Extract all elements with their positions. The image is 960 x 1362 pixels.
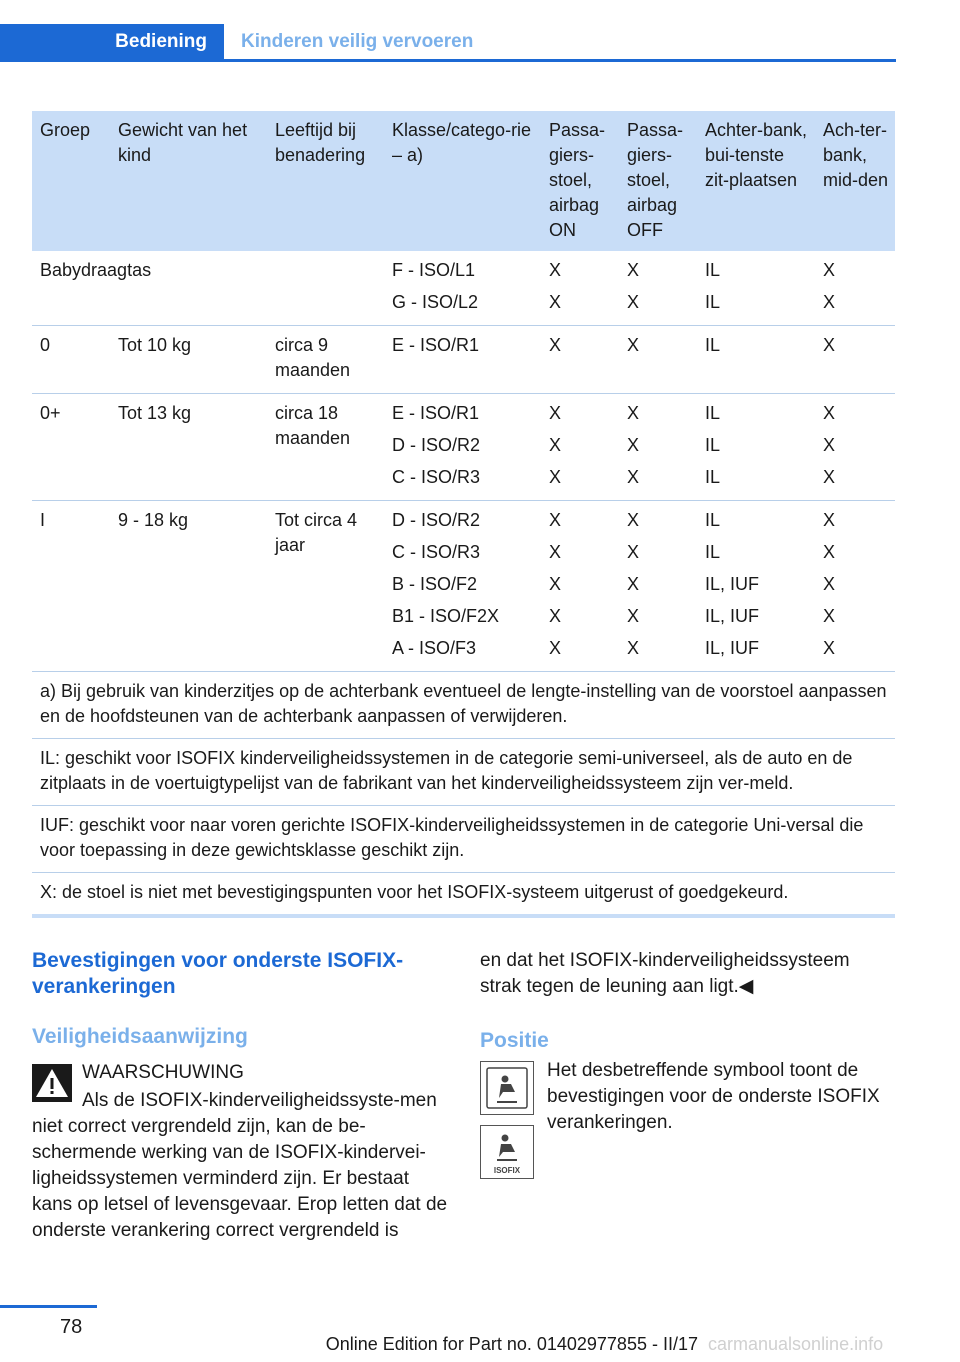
warning-label: WAARSCHUWING [82,1062,244,1083]
cell-airbag-off: X X X X X [627,510,640,658]
cell-mid: X X [823,260,836,312]
footer-rule [0,1305,97,1308]
isofix-symbol-icon [480,1125,534,1179]
cell-age: circa 9 maanden [275,335,351,380]
table-row [32,501,895,672]
cell-weight: Tot 13 kg [118,403,192,423]
col-header-achterbank-buiten: Achter-bank, bui-tenste zit-plaatsen [697,111,815,251]
table-note: a) Bij gebruik van kinderzitjes op de achterbank eventueel de lengte-instelling van de voorstoel aanpassen en de hoofdsteunen van de achterbank aanpassen of verwijderen. [32,672,895,739]
right-column [480,948,896,1188]
watermark: carmanualsonline.info [708,1334,884,1354]
warning-block [32,1060,448,1244]
cell-outer: IL IL IL, IUF IL, IUF IL, IUF [705,510,760,658]
safety-subheading: Veiligheidsaanwijzing [32,1025,248,1048]
col-header-klasse: Klasse/catego-rie – a) [384,111,541,251]
page-number: 78 [60,1316,83,1338]
col-header-airbag-off: Passa-giers-stoel, airbag OFF [619,111,697,251]
cell-airbag-on: X [549,335,562,355]
cell-airbag-on: X X X X X [549,510,562,658]
cell-classes: E - ISO/R1 [392,335,480,355]
cell-airbag-off: X X [627,260,640,312]
table-header-row [32,111,895,251]
col-header-airbag-on: Passa-giers-stoel, airbag ON [541,111,619,251]
table-note: X: de stoel is niet met bevestigingspunten voor het ISOFIX-systeem uitgerust of goedgekeurd. [40,882,789,902]
section-heading: Bevestigingen voor onderste ISOFIX-verankeringen [32,949,404,998]
table-note: IUF: geschikt voor naar voren gerichte ISOFIX-kinderveiligheidssystemen in de categorie Uni-versal die voor toepassing in deze gewichtsklasse geschikt zijn. [32,806,895,873]
cell-mid: X X X X X [823,510,836,658]
warning-text: Als de ISOFIX-kinderveiligheidssyste-men niet correct vergrendeld zijn, kan de be-schermende werking van de ISOFIX-kindervei-ligheidssystemen verminderd zijn. Er bestaat kans op letsel of levensgevaar. Erop letten dat de onderste verankering correct vergrendeld is [32,1090,448,1241]
position-text: Het desbetreffende symbool toont de bevestigingen voor de onderste ISOFIX verankeringen. [547,1060,880,1133]
child-seat-symbol-icon [480,1061,534,1115]
position-subheading: Positie [480,1029,549,1052]
table-bottom-rule [32,914,895,918]
cell-weight: Tot 10 kg [118,335,192,355]
cell-group: 0 [40,335,51,355]
cell-airbag-off: X X X [627,403,640,487]
cell-mid: X X X [823,403,836,487]
edition-text: Online Edition for Part no. 01402977855 - II/17 [325,1334,698,1354]
svg-text:ISOFIX: ISOFIX [493,1166,521,1175]
table-note: IL: geschikt voor ISOFIX kinderveiligheidssystemen in de categorie semi-universeel, als de auto en de zitplaats in de voertuigtypelijst van de fabrikant van het kinderveiligheidssysteem zijn ver-meld. [32,739,895,806]
left-column [32,948,448,1244]
cell-age: circa 18 maanden [275,403,351,448]
cell-outer: IL [705,335,721,355]
cell-group: I [40,510,46,530]
table-row [32,251,895,326]
tab-kinderen-veilig-vervoeren[interactable]: Kinderen veilig vervoeren [241,31,474,52]
tab-bediening[interactable]: Bediening [0,24,224,60]
cell-classes: F - ISO/L1 G - ISO/L2 [392,260,479,312]
position-block [480,1058,896,1188]
cell-age: Tot circa 4 jaar [275,510,358,555]
cell-group: 0+ [40,403,61,423]
cell-outer: IL IL IL [705,403,721,487]
table-row [32,326,895,394]
cell-mid: X [823,335,836,355]
table-row [32,394,895,501]
continuation-text: en dat het ISOFIX-kinderveiligheidssysteem strak tegen de leuning aan ligt.◀ [480,950,850,997]
cell-outer: IL IL [705,260,721,312]
cell-airbag-off: X [627,335,640,355]
cell-airbag-on: X X X [549,403,562,487]
warning-triangle-icon [32,1064,72,1102]
col-header-achterbank-midden: Ach-ter-bank, mid-den [815,111,895,251]
cell-airbag-on: X X [549,260,562,312]
cell-classes: E - ISO/R1 D - ISO/R2 C - ISO/R3 [392,403,481,487]
isofix-table [32,111,895,914]
col-header-gewicht: Gewicht van het kind [110,111,267,251]
col-header-groep: Groep [32,111,110,251]
col-header-leeftijd: Leeftijd bij benadering [267,111,384,251]
cell-group: Babydraagtas [40,260,152,280]
cell-classes: D - ISO/R2 C - ISO/R3 B - ISO/F2 B1 - ISO/F2X A - ISO/F3 [392,510,500,658]
cell-weight: 9 - 18 kg [118,510,189,530]
